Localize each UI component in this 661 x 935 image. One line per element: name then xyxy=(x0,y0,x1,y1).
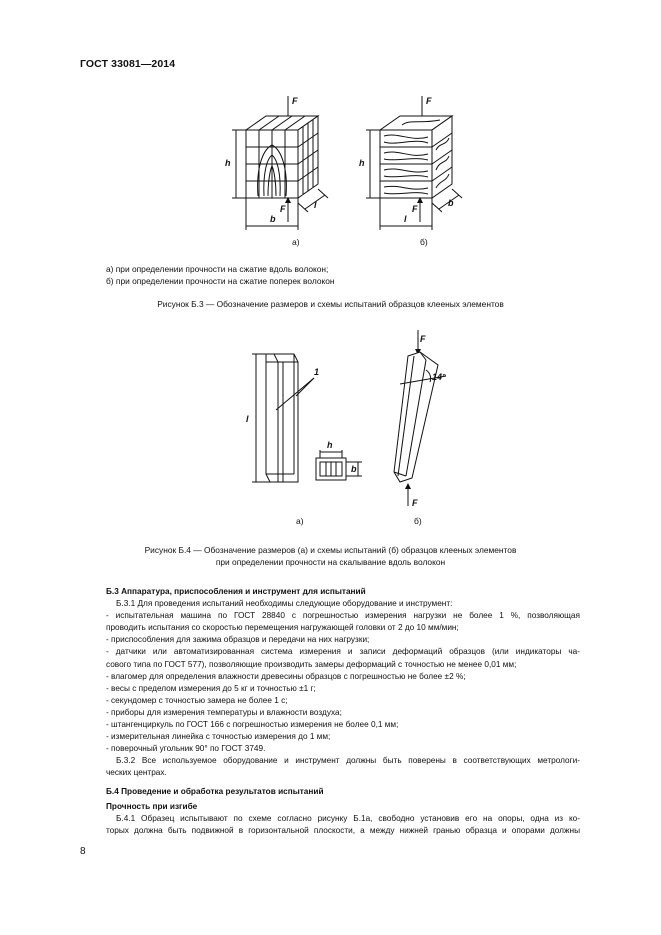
angle-label: 14° xyxy=(432,372,446,382)
paragraph: торых должна быть подвижной в горизонтальной плоскости, а между нижней гранью образца и опорами должны xyxy=(106,826,580,836)
page-number: 8 xyxy=(80,846,86,857)
force-label: F xyxy=(412,204,418,214)
force-label: F xyxy=(420,334,426,344)
section-b3 xyxy=(106,586,580,780)
figure-b4-caption-line2: при определении прочности на скалывание вдоль волокон xyxy=(215,557,446,567)
figure-b3-drawing xyxy=(0,0,661,300)
dim-b-label: b xyxy=(448,198,454,208)
dim-b-label: b xyxy=(270,214,276,224)
figure-note: б) при определении прочности на сжатие поперек волокон xyxy=(106,276,335,286)
subfigure-b-label: б) xyxy=(420,237,428,247)
subsection-title: Прочность при изгибе xyxy=(106,802,198,812)
list-item: - штангенциркуль по ГОСТ 166 с погрешностью измерения не более 0,1 мм; xyxy=(106,720,399,730)
paragraph: Б.3.2 Все используемое оборудование и инструмент должны быть поверены в соответствующих метрологи- xyxy=(116,756,580,766)
figure-b3-caption: Рисунок Б.3 — Обозначение размеров и схемы испытаний образцов клееных элементов xyxy=(157,299,504,309)
list-item: - датчики или автоматизированная система измерения и записи деформаций образцов (или индикаторы ча- xyxy=(106,647,580,657)
section-title: Б.4 Проведение и обработка результатов испытаний xyxy=(106,787,324,796)
force-label: F xyxy=(412,498,418,508)
paragraph: Б.3.1 Для проведения испытаний необходимы следующие оборудование и инструмент: xyxy=(116,599,453,609)
force-label: F xyxy=(292,96,298,106)
list-item: - поверочный угольник 90° по ГОСТ 3749. xyxy=(106,744,266,754)
document-header: ГОСТ 33081—2014 xyxy=(80,58,176,70)
subfigure-b-label: б) xyxy=(414,516,422,526)
figure-b4-drawing xyxy=(0,330,661,540)
dim-b-label: b xyxy=(351,464,357,474)
force-label: F xyxy=(426,96,432,106)
list-item: - приборы для измерения температуры и влажности воздуха; xyxy=(106,707,342,717)
subfigure-a-label: а) xyxy=(296,516,304,526)
paragraph: Б.4.1 Образец испытывают по схеме согласно рисунку Б.1а, свободно установив его на опоры, одна из ко- xyxy=(116,814,580,824)
list-item: - влагомер для определения влажности древесины образцов с погрешностью не более ±2 %; xyxy=(106,671,466,681)
list-item: - измерительная линейка с точностью измерения до 1 мм; xyxy=(106,732,331,742)
dim-l-label: l xyxy=(404,214,407,224)
dim-l-label: l xyxy=(246,414,249,424)
dim-h-label: h xyxy=(225,158,231,168)
dim-h-label: h xyxy=(359,158,365,168)
section-title: Б.3 Аппаратура, приспособления и инструмент для испытаний xyxy=(106,587,366,596)
figure-note: а) при определении прочности на сжатие вдоль волокон; xyxy=(106,264,329,274)
callout-1-label: 1 xyxy=(314,367,320,377)
section-b4 xyxy=(106,786,580,837)
subfigure-a-label: а) xyxy=(292,237,300,247)
list-item: - приспособления для зажима образцов и передачи на них нагрузки; xyxy=(106,635,370,645)
list-item: - секундомер с точностью замера не более 1 с; xyxy=(106,695,288,705)
dim-h-label: h xyxy=(327,440,333,450)
list-item: - испытательная машина по ГОСТ 28840 с погрешностью измерения нагрузки не более 1 %, позволяющая xyxy=(106,611,580,621)
paragraph: ческих центрах. xyxy=(106,768,167,778)
list-item: - весы с пределом измерения до 5 кг и точностью ±1 г; xyxy=(106,683,316,693)
figure-b4-caption-line1: Рисунок Б.4 — Обозначение размеров (а) и схемы испытаний (б) образцов клееных элементов xyxy=(144,545,517,555)
force-label: F xyxy=(280,204,286,214)
list-item: сового типа по ГОСТ 577), позволяющие производить замеры деформаций с точностью не менее 0,01 мм; xyxy=(106,659,517,669)
dim-l-label: l xyxy=(314,200,317,210)
list-item: проводить испытания со скоростью перемещения нагружающей головки от 2 до 10 мм/мин; xyxy=(106,623,459,633)
